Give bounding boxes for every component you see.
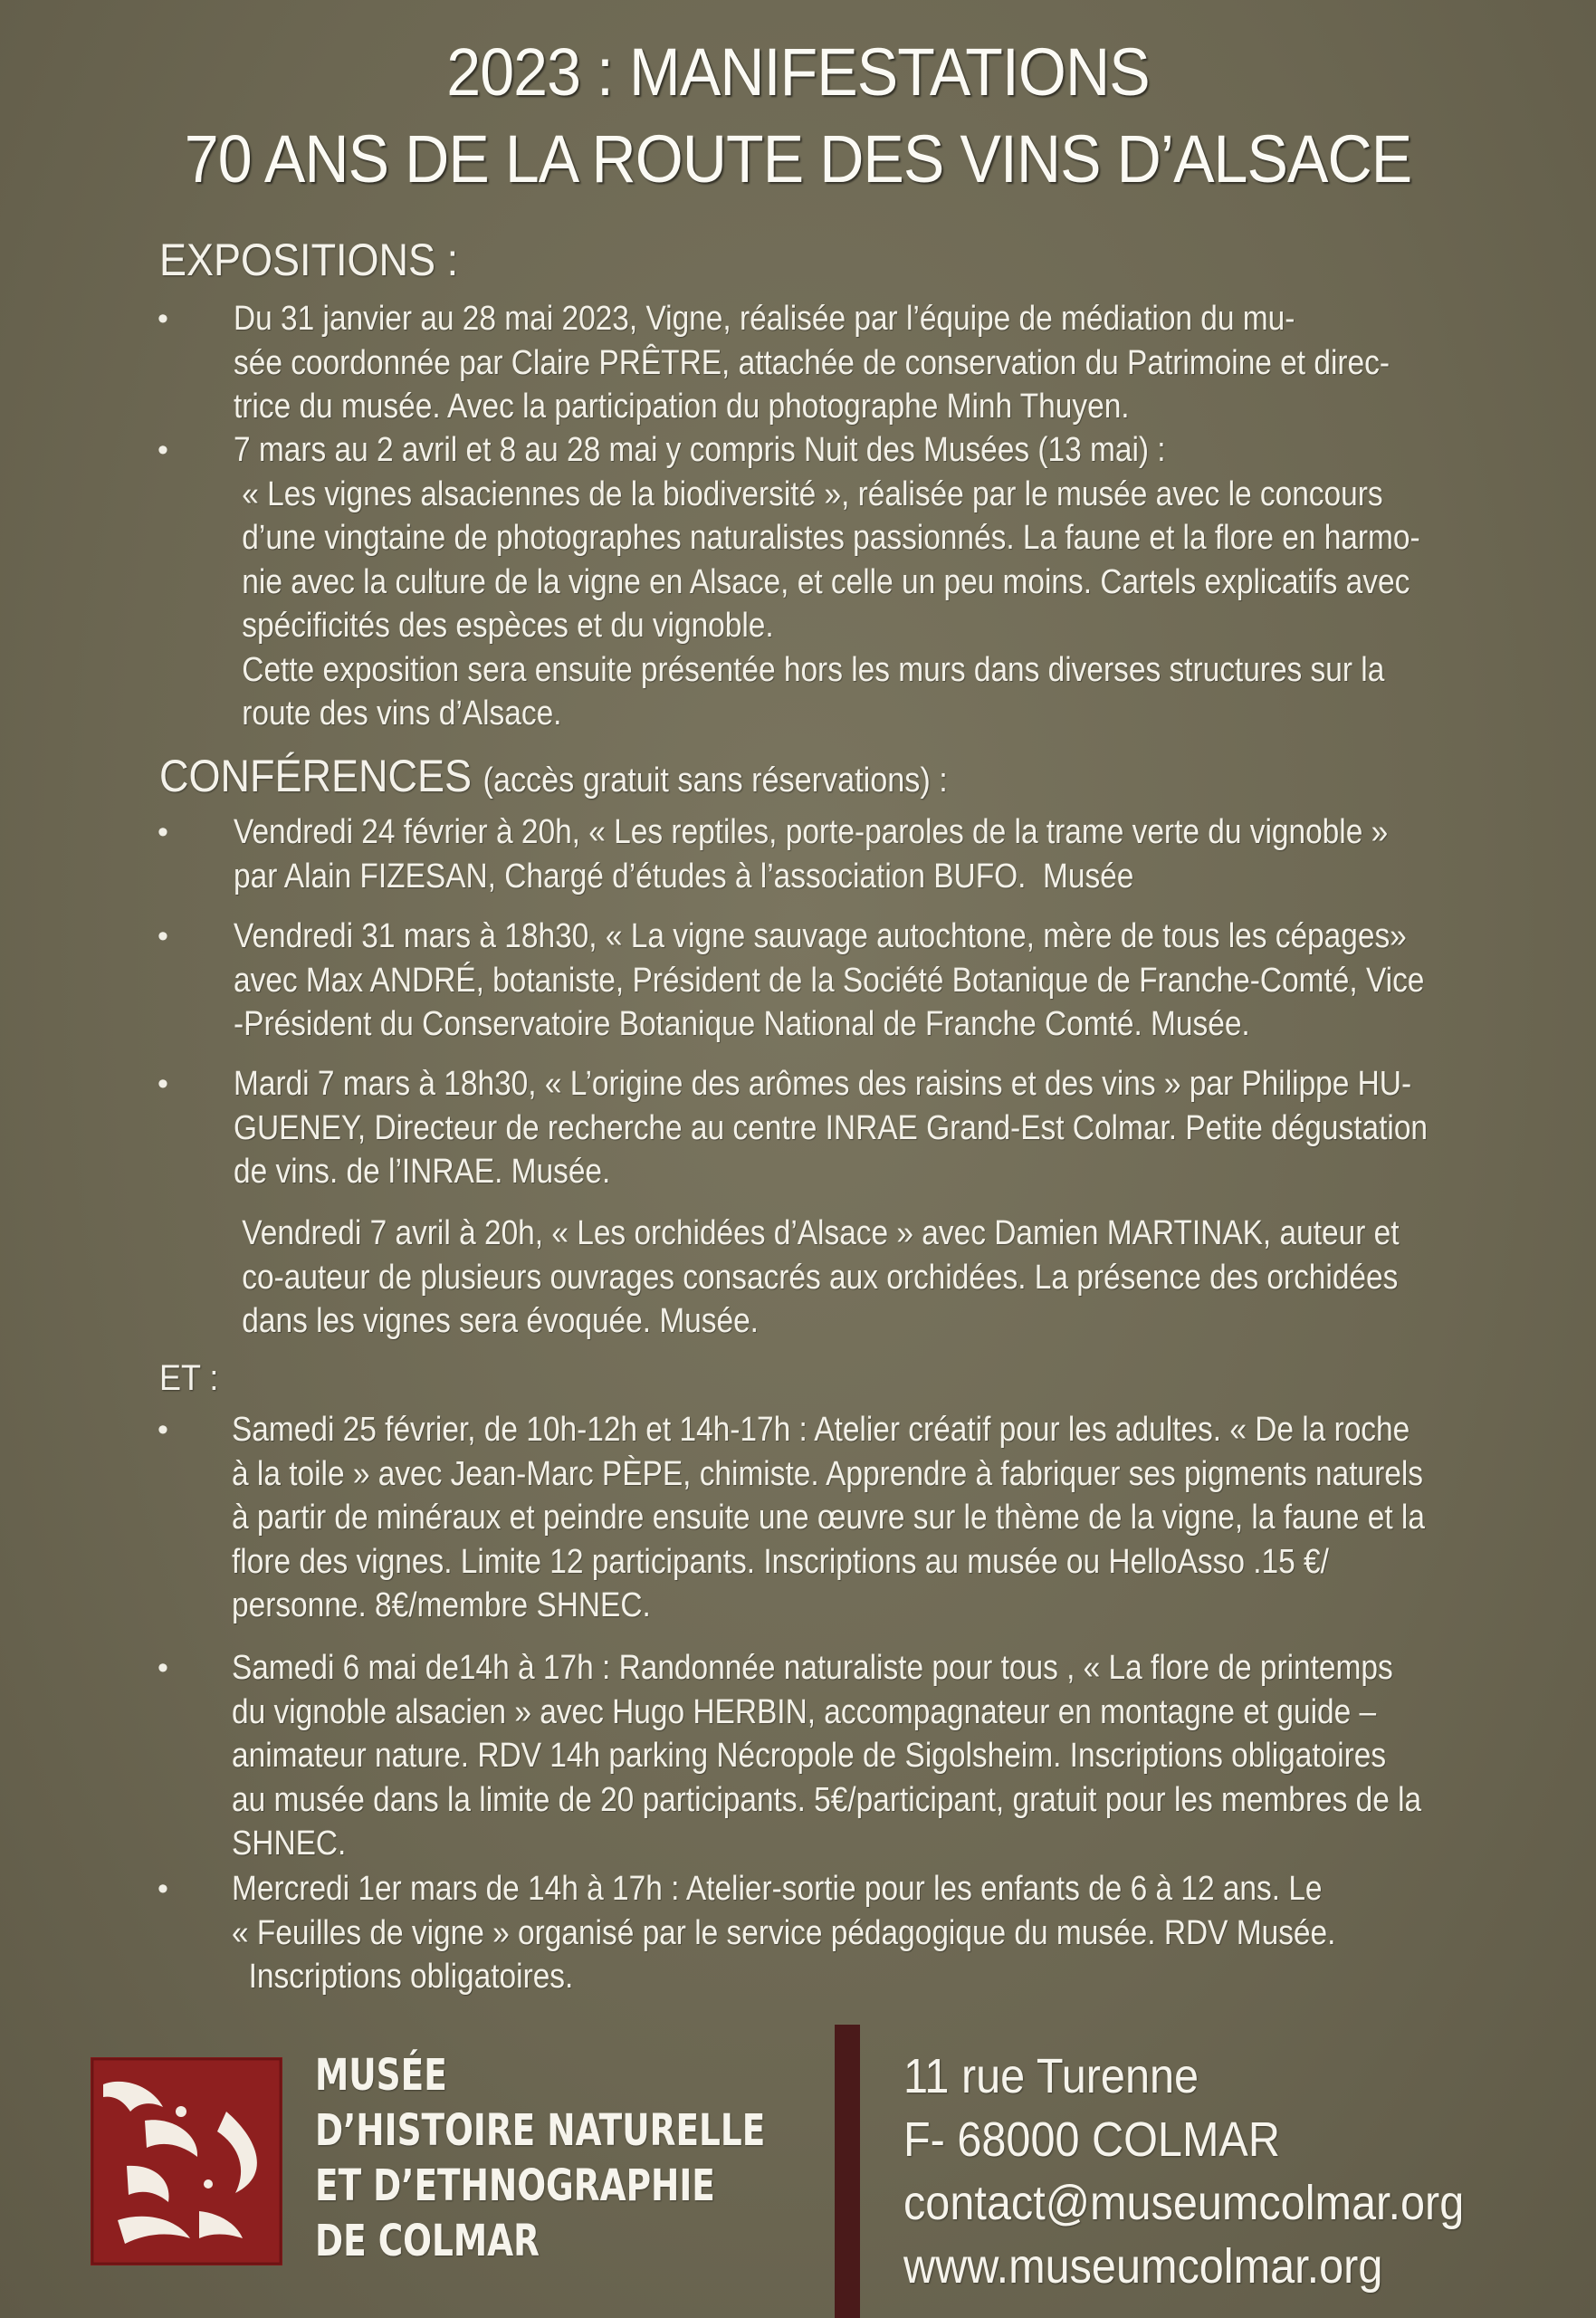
museum-name bbox=[315, 2048, 765, 2269]
item-text: Samedi 6 mai de14h à 17h : Randonnée naturaliste pour tous , « La flore de printemps du vignoble alsacien » avec Hugo HERBIN, accompagnateur en montagne et guide – animateur nature. RDV 14h parking Nécropole de Sigolsheim. Inscriptions obligatoires au musée dans la limite de 20 participants. 5€/participant, gratuit pour les membres de la SHNEC. bbox=[232, 1649, 1422, 1863]
bullet: • bbox=[158, 815, 168, 849]
item-text: Du 31 janvier au 28 mai 2023, Vigne, réalisée par l’équipe de médiation du mu- sée coordonnée par Claire PRÊTRE, attachée de conservation du Patrimoine et direc- trice du musée. Avec la participation du photographe Minh Thuyen. bbox=[234, 300, 1390, 426]
et-heading: ET : bbox=[159, 1358, 219, 1398]
bullet: • bbox=[158, 1651, 168, 1685]
museum-name-line-1: MUSÉE bbox=[315, 2050, 447, 2101]
item-text: 7 mars au 2 avril et 8 au 28 mai y compris Nuit des Musées (13 mai) : « Les vignes alsaciennes de la biodiversité », réalisée par le musée avec le concours d’une vingtaine de photographes naturalistes passionnés. La faune et la flore en harmo- nie avec la culture de la vigne en Alsace, et celle un peu moins. Cartels explicatifs avec spécificités des espèces et du vignoble. Cette exposition sera ensuite présentée hors les murs dans diverses structures sur la route des vins d’Alsace. bbox=[234, 431, 1420, 733]
conferences-title: CONFÉRENCES bbox=[159, 751, 473, 801]
museum-name-line-3: ET D’ETHNOGRAPHIE bbox=[315, 2160, 715, 2211]
email-link[interactable]: contact@museumcolmar.org bbox=[903, 2176, 1465, 2230]
contact-block bbox=[903, 2045, 1464, 2298]
item-text: Vendredi 7 avril à 20h, « Les orchidées d’Alsace » avec Damien MARTINAK, auteur et co-auteur de plusieurs ouvrages consacrés aux orchidées. La présence des orchidées dans les vignes sera évoquée. Musée. bbox=[242, 1214, 1400, 1340]
website-link[interactable]: www.museumcolmar.org bbox=[903, 2239, 1383, 2294]
item-text: Mardi 7 mars à 18h30, « L’origine des arômes des raisins et des vins » par Philippe HU- GUENEY, Directeur de recherche au centre INRAE Grand-Est Colmar. Petite dégustation de vins. de l’INRAE. Musée. bbox=[234, 1065, 1429, 1191]
footer-divider bbox=[835, 2025, 860, 2318]
museum-name-line-4: DE COLMAR bbox=[315, 2216, 540, 2266]
city-address: F- 68000 COLMAR bbox=[903, 2112, 1280, 2167]
museum-logo-icon bbox=[91, 2057, 282, 2265]
museum-name-line-2: D’HISTOIRE NATURELLE bbox=[315, 2105, 766, 2156]
conferences-note: (accès gratuit sans réservations) : bbox=[483, 761, 948, 800]
item-text: Samedi 25 février, de 10h-12h et 14h-17h : Atelier créatif pour les adultes. « De la roche à la toile » avec Jean-Marc PÈPE, chimiste. Apprendre à fabriquer ses pigments naturels à partir de minéraux et peindre ensuite une œuvre sur le thème de la vigne, la faune et la flore des vignes. Limite 12 participants. Inscriptions au musée ou HelloAsso .15 €/ personne. 8€/membre SHNEC. bbox=[232, 1411, 1425, 1624]
bullet: • bbox=[158, 433, 168, 467]
bullet: • bbox=[158, 1067, 168, 1101]
title-line-1: 2023 : MANIFESTATIONS bbox=[446, 34, 1150, 110]
item-text: Vendredi 31 mars à 18h30, « La vigne sauvage autochtone, mère de tous les cépages» avec Max ANDRÉ, botaniste, Président de la Société Botanique de Franche-Comté, Vice -Président du Conservatoire Botanique National de Franche Comté. Musée. bbox=[234, 917, 1425, 1043]
item-text: Vendredi 24 février à 20h, « Les reptiles, porte-paroles de la trame verte du vignoble » par Alain FIZESAN, Chargé d’études à l’association BUFO. Musée bbox=[234, 813, 1389, 896]
expositions-heading: EXPOSITIONS : bbox=[159, 235, 459, 285]
bullet: • bbox=[158, 1872, 168, 1906]
bullet: • bbox=[158, 1413, 168, 1447]
conferences-heading bbox=[159, 750, 948, 802]
title-line-2: 70 ANS DE LA ROUTE DES VINS D’ALSACE bbox=[184, 121, 1412, 196]
item-text: Mercredi 1er mars de 14h à 17h : Atelier-sortie pour les enfants de 6 à 12 ans. Le « Feuilles de vigne » organisé par le service pédagogique du musée. RDV Musée. Inscriptions obligatoires. bbox=[232, 1870, 1336, 1996]
bullet: • bbox=[158, 302, 168, 336]
bullet: • bbox=[158, 919, 168, 953]
street-address: 11 rue Turenne bbox=[903, 2049, 1199, 2103]
